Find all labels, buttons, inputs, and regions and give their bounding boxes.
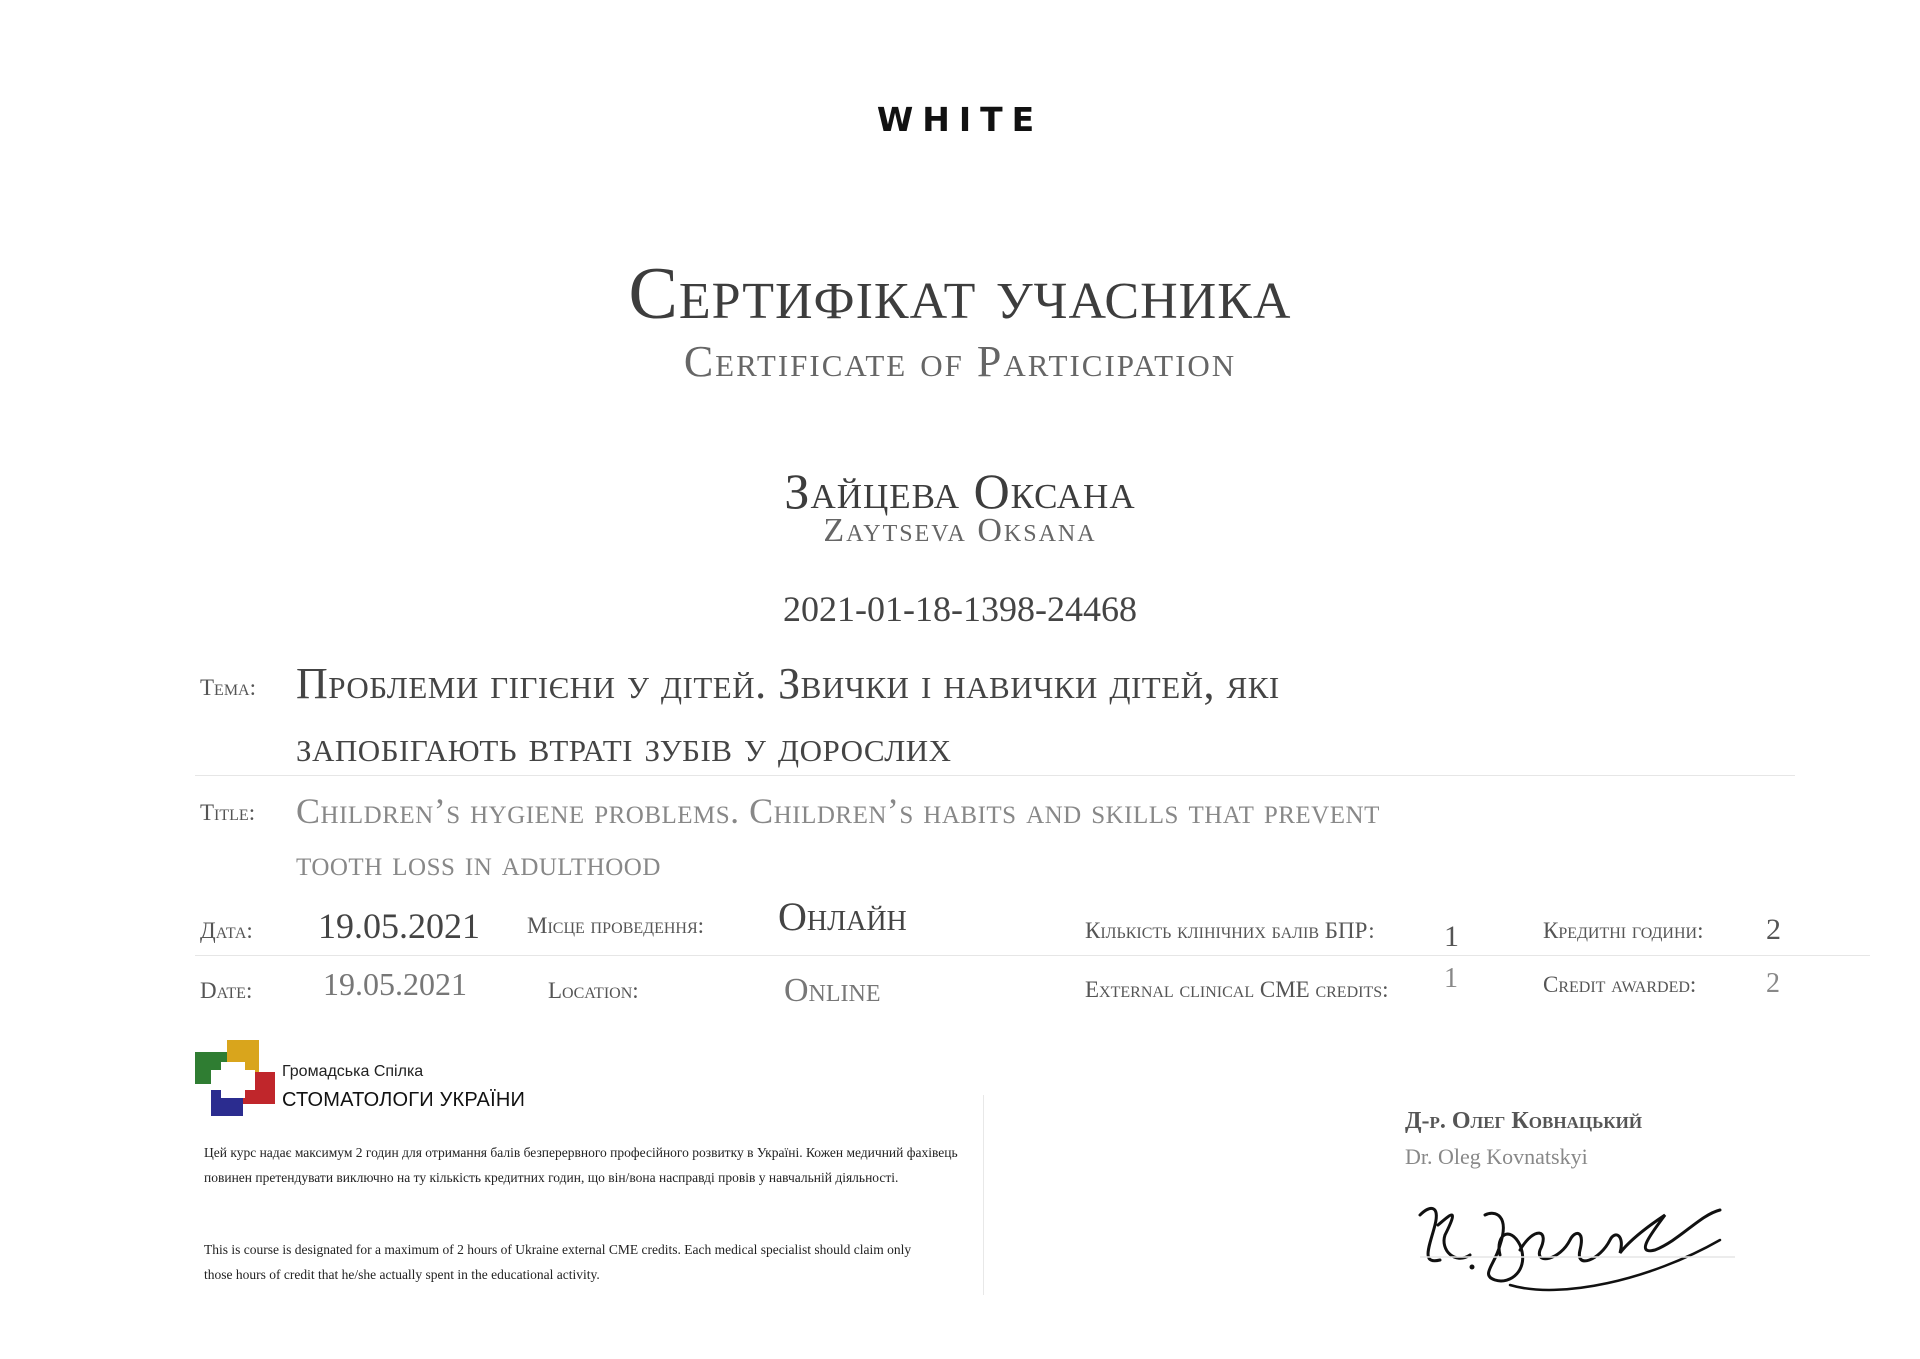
participant-name-en: Zaytseva Oksana [823, 512, 1097, 549]
signature [1400, 1185, 1750, 1305]
disclaimer-en: This is course is designated for a maximum of 2 hours of Ukraine external CME credits. Each medical specialist should claim only those hours of credit that he/she actually spent in the educational activity. [204, 1242, 912, 1282]
credit-hours-label-ua: Кредитні години: [1543, 918, 1704, 943]
date-value-ua: 19.05.2021 [318, 906, 480, 946]
certificate-title-ua: Сертифікат учасника [628, 253, 1292, 335]
clinical-credits-value-ua: 1 [1444, 920, 1459, 953]
brand-logo: WHITE [876, 100, 1044, 139]
participant-name-ua: Зайцева Оксана [784, 463, 1136, 519]
certificate-title-en: Certificate of Participation [683, 337, 1237, 386]
credit-awarded-label-en: Credit awarded: [1543, 972, 1697, 997]
cross-logo-icon [195, 1040, 275, 1120]
topic-value-ua-line2: запобігають втраті зубів у дорослих [296, 722, 952, 771]
organization-logo [195, 1040, 275, 1120]
topic-value-en-line2: tooth loss in adulthood [296, 843, 661, 883]
clinical-credits-value-en: 1 [1444, 963, 1458, 994]
location-label-en: Location: [548, 978, 639, 1003]
signature-scribble-icon [1400, 1185, 1750, 1305]
credit-awarded-value-en: 2 [1766, 968, 1780, 999]
disclaimer-ua: Цей курс надає максимум 2 годин для отримання балів безперервного професійного розвитку в Україні. Кожен медичний фахівець повинен претендувати виключно на ту кількість кредитних годин, що він/вона насправді провів у навчальній діяльності. [204, 1145, 958, 1185]
clinical-credits-label-ua: Кількість клінічних балів БПР: [1085, 918, 1375, 943]
date-value-en: 19.05.2021 [323, 966, 467, 1002]
topic-label-en: Title: [200, 800, 256, 825]
date-label-en: Date: [200, 978, 253, 1003]
topic-value-ua [296, 652, 1696, 778]
credit-hours-value-ua: 2 [1766, 913, 1781, 946]
divider [195, 955, 1870, 956]
location-label-ua: Місце проведення: [527, 913, 705, 938]
divider [195, 775, 1795, 776]
location-value-ua: Онлайн [778, 894, 907, 939]
signatory-name-en: Dr. Oleg Kovnatskyi [1405, 1144, 1588, 1169]
clinical-credits-label-en: External clinical CME credits: [1085, 977, 1389, 1002]
topic-value-en [296, 785, 1746, 889]
signatory-name-ua: Д-р. Олег Ковнацький [1405, 1108, 1643, 1134]
certificate-number: 2021-01-18-1398-24468 [783, 589, 1137, 629]
date-label-ua: Дата: [200, 918, 253, 943]
location-value-en: Online [784, 972, 881, 1009]
topic-label-ua: Тема: [200, 675, 256, 700]
vertical-divider [983, 1095, 984, 1295]
topic-value-ua-line1: Проблеми гігієни у дітей. Звички і навички дітей, які [296, 659, 1280, 708]
topic-value-en-line1: Children’s hygiene problems. Children’s habits and skills that prevent [296, 791, 1380, 831]
organization-name-line1: Громадська Спілка [282, 1063, 424, 1080]
organization-name-line2: СТОМАТОЛОГИ УКРАЇНИ [282, 1089, 526, 1111]
